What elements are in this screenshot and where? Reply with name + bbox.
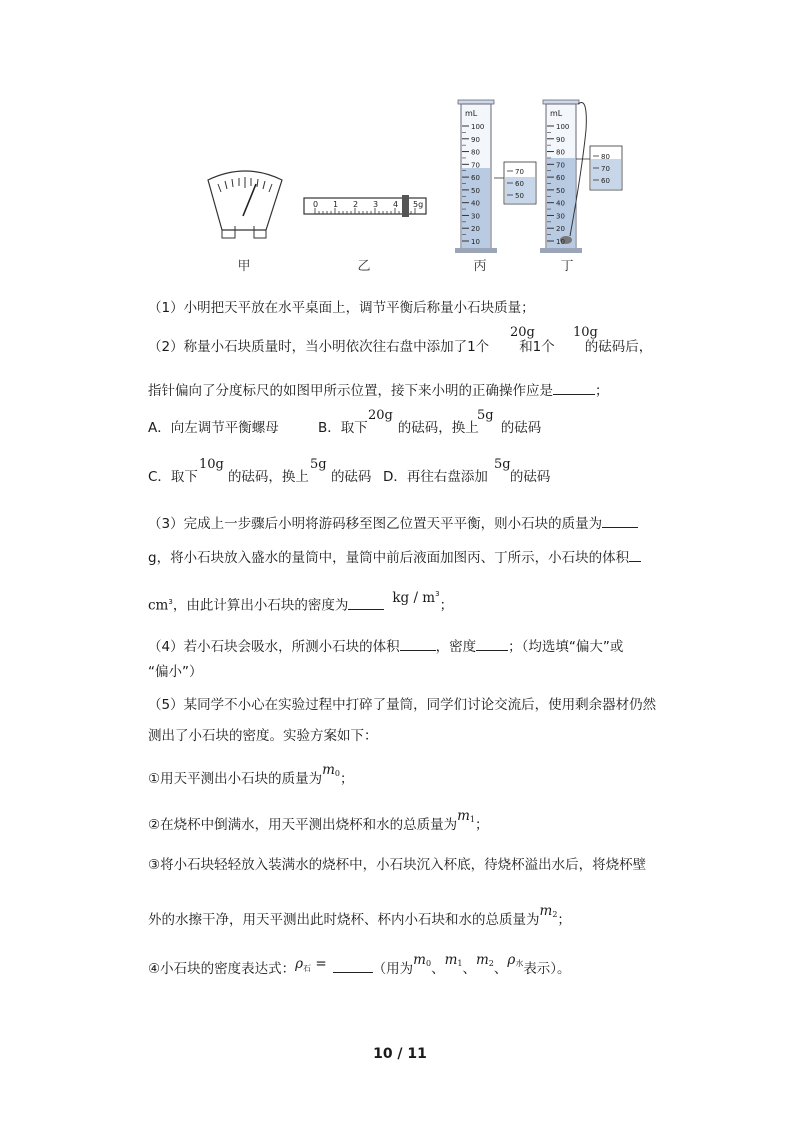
question-3-line1: （3）完成上一步骤后小明将游码移至图乙位置天平平衡，则小石块的质量为: [148, 513, 638, 534]
ruler-tick-label: 2: [353, 200, 359, 209]
ruler-tick-label: 5g: [413, 200, 424, 209]
step-3-line2: 外的水擦干净，用天平测出此时烧杯、杯内小石块和水的总质量为$m^2$；: [148, 903, 571, 928]
fig-label-yi: 乙: [357, 259, 371, 274]
cylinder-tick-label: 20: [556, 225, 565, 234]
zoom-tick-label: 70: [515, 168, 524, 176]
experiment-figures: [0, 0, 800, 290]
option-d: D．再往右盘添加 的砝码: [383, 469, 551, 485]
question-5-line1: （5）某同学不小心在实验过程中打碎了量筒，同学们讨论交流后，使用剩余器材仍然: [148, 697, 657, 713]
page-number: 10 / 11: [373, 1046, 427, 1062]
answer-blank-density[interactable]: [348, 595, 384, 610]
answer-blank-mass[interactable]: [602, 513, 638, 528]
mass-10g-label: 10g: [573, 325, 598, 340]
fig-label-bing: 丙: [473, 259, 487, 274]
cylinder-tick-label: 20: [471, 225, 480, 234]
option-b: B．取下 的砝码，换上 的砝码: [318, 420, 542, 436]
cylinder-tick-label: 70: [556, 161, 565, 170]
zoom-tick-label: 70: [601, 165, 610, 173]
rider-slider: [402, 195, 409, 217]
fig-label-jia: 甲: [237, 259, 251, 274]
cylinder-unit-ding: mL: [550, 109, 563, 118]
question-1: （1）小明把天平放在水平桌面上，调节平衡后称量小石块质量；: [148, 300, 535, 316]
step-1: ①用天平测出小石块的质量为$m^0$；: [148, 762, 354, 787]
ruler-tick-label: 1: [333, 200, 339, 209]
cylinder-tick-label: 50: [471, 186, 480, 195]
question-3-line2: g，将小石块放入盛水的量筒中，量筒中前后液面加图丙、丁所示，小石块的体积: [148, 547, 641, 568]
cylinder-tick-label: 30: [471, 212, 480, 221]
step-3-line1: ③将小石块轻轻放入装满水的烧杯中，小石块沉入杯底，待烧杯溢出水后，将烧杯壁: [148, 857, 647, 873]
cylinder-tick-label: 80: [471, 148, 480, 157]
cylinder-tick-label: 10: [471, 238, 480, 246]
cylinder-tick-label: 100: [556, 123, 570, 131]
rider-ruler-figure: [304, 195, 426, 217]
option-a: A．向左调节平衡螺母: [148, 420, 279, 436]
opt-b-mass2: 5g: [477, 408, 494, 423]
answer-blank-volume[interactable]: [629, 547, 641, 562]
answer-blank-4b[interactable]: [476, 636, 508, 651]
answer-blank-4a[interactable]: [400, 636, 436, 651]
cylinder-tick-label: 60: [471, 174, 480, 183]
opt-b-mass1: 20g: [368, 408, 393, 423]
zoom-tick-label: 50: [515, 192, 524, 200]
cylinder-tick-label: 80: [556, 148, 565, 157]
mass-20g-label: 20g: [510, 325, 535, 340]
cylinder-tick-label: 70: [471, 161, 480, 170]
zoom-tick-label: 60: [515, 180, 524, 188]
step-4: ④小石块的密度表达式：ρ石 = （用为$m^0$、$m^1$、$m^2$、$\rho^水$表示）。: [148, 952, 571, 977]
zoom-tick-label: 80: [601, 153, 610, 161]
cylinder-ding-figure: [540, 100, 622, 253]
question-3-line3: $cm^3$，由此计算出小石块的密度为 kg / $m^3$；: [148, 589, 454, 614]
question-5-line2: 测出了小石块的密度。实验方案如下：: [148, 728, 378, 744]
question-4-line2: “偏小”）: [148, 664, 203, 680]
ruler-tick-label: 4: [393, 200, 399, 209]
cylinder-tick-label: 100: [471, 123, 485, 131]
cylinder-tick-label: 30: [556, 212, 565, 221]
ruler-tick-label: 0: [313, 200, 319, 209]
question-4-line1: （4）若小石块会吸水，所测小石块的体积 ，密度 ；（均选填“偏大”或: [148, 636, 623, 657]
fig-label-ding: 丁: [560, 259, 574, 274]
opt-c-mass1: 10g: [199, 457, 224, 472]
question-2-line2: 指针偏向了分度标尺的如图甲所示位置，接下来小明的正确操作应是 ；: [148, 380, 609, 401]
cylinder-tick-label: 90: [556, 135, 565, 144]
cylinder-tick-label: 40: [556, 199, 565, 208]
cylinder-unit-bing: mL: [465, 109, 478, 118]
balance-scale-figure: [208, 171, 282, 238]
cylinder-tick-label: 60: [556, 174, 565, 183]
cylinder-tick-label: 50: [556, 186, 565, 195]
answer-blank-2[interactable]: [553, 380, 595, 395]
option-c: C．取下 的砝码，换上 的砝码: [148, 469, 372, 485]
cylinder-tick-label: 40: [471, 199, 480, 208]
cylinder-tick-label: 90: [471, 135, 480, 144]
opt-d-mass1: 5g: [494, 457, 511, 472]
ruler-tick-label: 3: [373, 200, 379, 209]
cylinder-bing-figure: [455, 100, 536, 253]
answer-blank-expression[interactable]: [333, 958, 373, 973]
step-2: ②在烧杯中倒满水，用天平测出烧杯和水的总质量为$m^1$；: [148, 808, 489, 833]
opt-c-mass2: 5g: [310, 457, 327, 472]
zoom-tick-label: 60: [601, 177, 610, 185]
question-2-line1: （2）称量小石块质量时，当小明依次往右盘中添加了1个 和1个 的砝码后，: [148, 339, 653, 355]
cylinder-tick-label: 10: [556, 238, 565, 246]
